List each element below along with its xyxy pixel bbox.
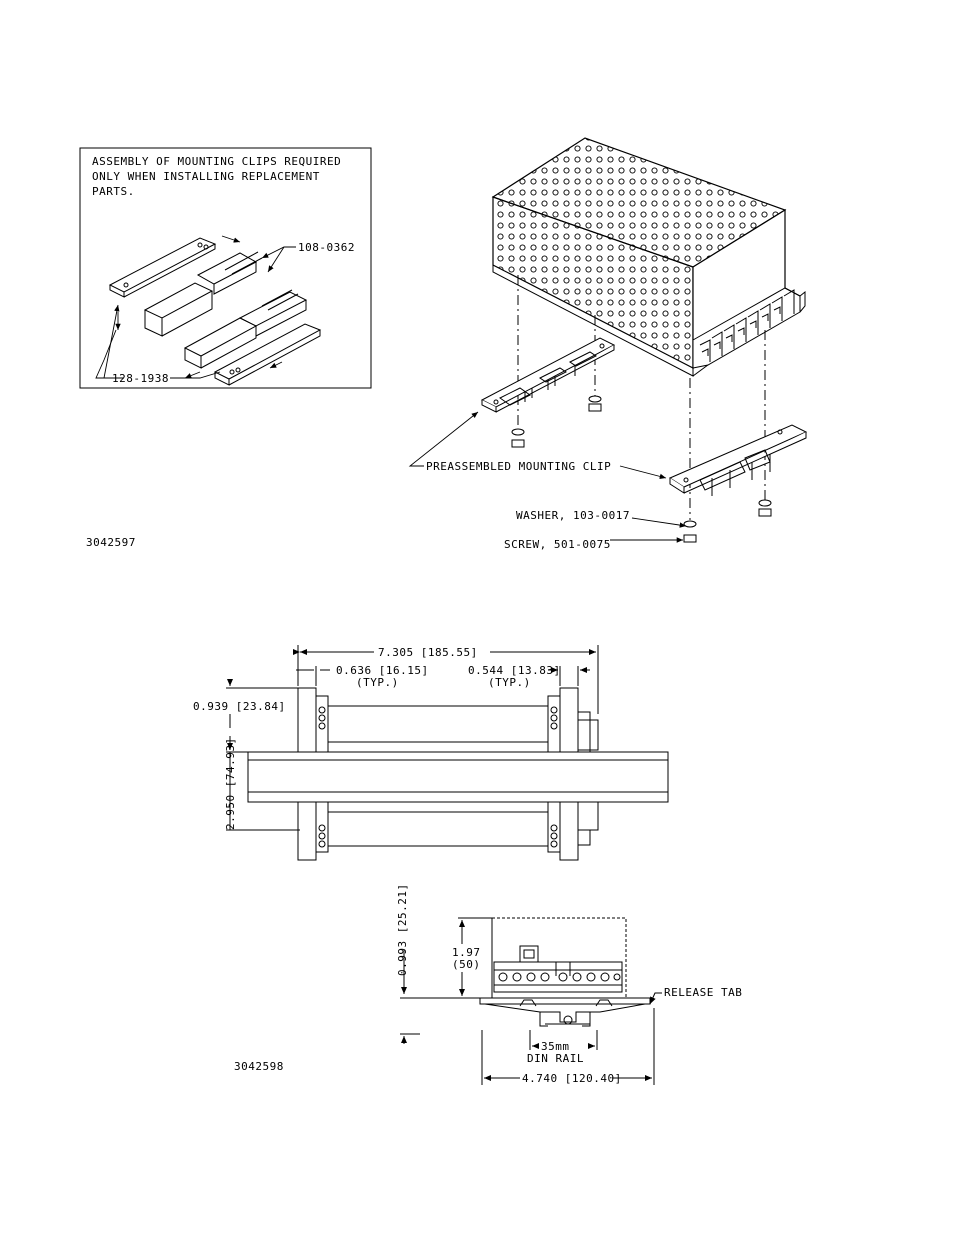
- dim-height-case-mm: (50): [452, 958, 481, 971]
- inset-note-line-2: ONLY WHEN INSTALLING REPLACEMENT: [92, 170, 320, 183]
- dim-right-typ: (TYP.): [488, 676, 531, 689]
- figure-id-1: 3042597: [86, 536, 136, 549]
- dim-height-overall: 0.993 [25.21]: [396, 883, 409, 976]
- dim-left-offset: 0.636 [16.15]: [336, 664, 429, 677]
- dim-right-offset: 0.544 [13.83]: [468, 664, 561, 677]
- dim-left-typ: (TYP.): [356, 676, 399, 689]
- part-label-clip: 108-0362: [298, 241, 355, 254]
- dim-top-offset: 0.939 [23.84]: [193, 700, 286, 713]
- screw-label: SCREW, 501-0075: [504, 538, 611, 551]
- inset-note-line-3: PARTS.: [92, 185, 135, 198]
- din-rail-size: 35mm: [541, 1040, 570, 1053]
- dim-depth: 4.740 [120.40]: [522, 1072, 622, 1085]
- dim-height-case: 1.97: [452, 946, 481, 959]
- inset-panel: [80, 148, 371, 388]
- dim-rail-spacing: 2.950 [74.93]: [224, 737, 237, 830]
- clip-label: PREASSEMBLED MOUNTING CLIP: [426, 460, 612, 473]
- inset-clip-parts: [110, 238, 320, 385]
- isometric-assembly: [86, 138, 806, 551]
- dim-overall-width: 7.305 [185.55]: [378, 646, 478, 659]
- part-label-plate: 128-1938: [112, 372, 169, 385]
- din-rail-label: DIN RAIL: [527, 1052, 584, 1065]
- washer-label: WASHER, 103-0017: [516, 509, 630, 522]
- side-view-dims: [234, 883, 742, 1085]
- release-tab-label: RELEASE TAB: [664, 986, 743, 999]
- inset-note-line-1: ASSEMBLY OF MOUNTING CLIPS REQUIRED: [92, 155, 342, 168]
- top-view: [226, 645, 668, 860]
- figure-id-2: 3042598: [234, 1060, 284, 1073]
